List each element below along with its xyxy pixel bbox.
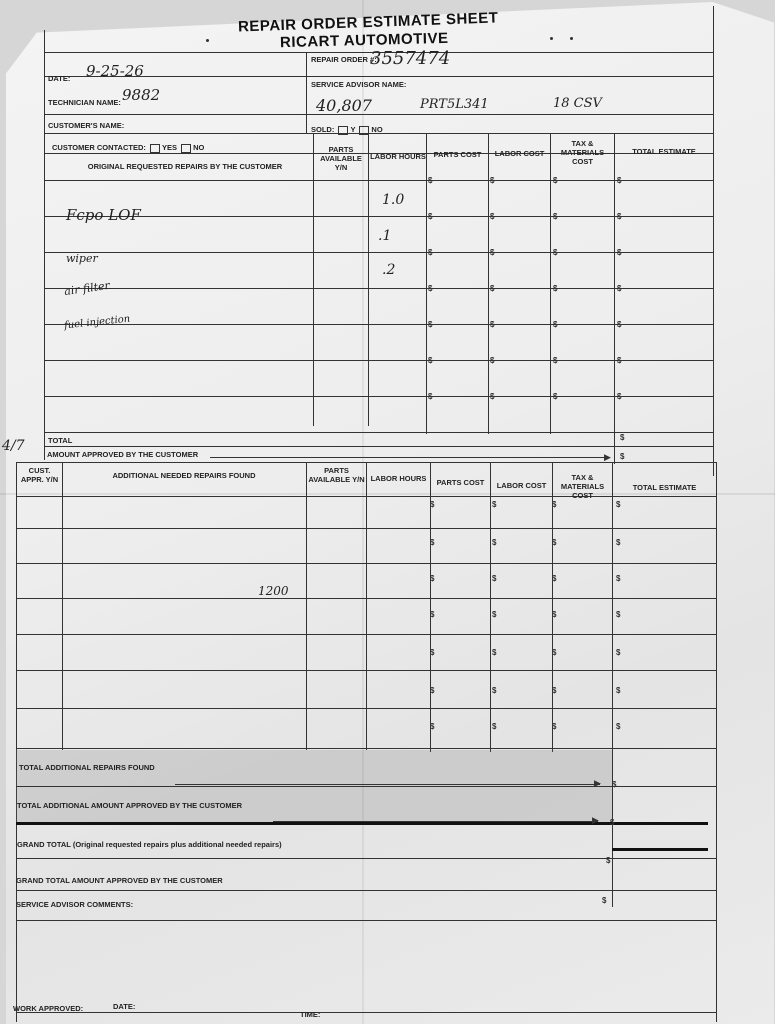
dollar-sign: $ bbox=[616, 648, 621, 657]
service-advisor-comments-label: SERVICE ADVISOR COMMENTS: bbox=[16, 900, 134, 909]
dollar-sign: $ bbox=[553, 392, 558, 401]
dollar-sign: $ bbox=[492, 610, 497, 619]
dollar-sign: $ bbox=[492, 648, 497, 657]
col-labor-hours: LABOR HOURS bbox=[370, 474, 427, 483]
margin-note: 4/7 bbox=[2, 438, 25, 454]
dollar-sign: $ bbox=[553, 356, 558, 365]
col-labor-cost: LABOR COST bbox=[494, 149, 545, 158]
labor-hours-value: 1.0 bbox=[382, 192, 405, 208]
service-advisor-value-1: 40,807 bbox=[316, 96, 372, 115]
dollar-sign: $ bbox=[490, 248, 495, 257]
dollar-sign: $ bbox=[490, 284, 495, 293]
row-line bbox=[16, 528, 716, 529]
dollar-sign: $ bbox=[617, 392, 622, 401]
arrow-icon: ▶ bbox=[604, 452, 611, 462]
date-label-bottom: DATE: bbox=[113, 1002, 136, 1011]
service-advisor-value-2: PRT5L341 bbox=[420, 97, 489, 112]
row-line bbox=[16, 748, 716, 749]
dollar-sign: $ bbox=[610, 818, 615, 827]
dollar-sign: $ bbox=[430, 500, 435, 509]
date-value: 9-25-26 bbox=[86, 62, 144, 80]
total-label: TOTAL bbox=[48, 436, 73, 445]
dollar-sign: $ bbox=[620, 452, 625, 461]
no-label: NO bbox=[193, 143, 205, 152]
sold-label bbox=[311, 125, 383, 135]
service-advisor-value-3: 18 CSV bbox=[553, 96, 602, 111]
row-line bbox=[16, 634, 716, 635]
dollar-sign: $ bbox=[553, 284, 558, 293]
col-original-repairs: ORIGINAL REQUESTED REPAIRS BY THE CUSTOMER bbox=[87, 162, 283, 171]
dollar-sign: $ bbox=[617, 176, 622, 185]
dollar-sign: $ bbox=[617, 284, 622, 293]
row-line bbox=[16, 1012, 716, 1013]
arrow-line bbox=[210, 457, 610, 458]
dollar-sign: $ bbox=[552, 648, 557, 657]
dollar-sign: $ bbox=[430, 686, 435, 695]
col-divider bbox=[62, 462, 63, 750]
form-title: REPAIR ORDER ESTIMATE SHEET bbox=[237, 9, 499, 36]
dollar-sign: $ bbox=[552, 574, 557, 583]
col-divider bbox=[313, 134, 314, 426]
sold-yes-checkbox[interactable] bbox=[338, 126, 348, 135]
thick-rule bbox=[612, 848, 708, 851]
repair-item: fuel injection bbox=[63, 313, 131, 332]
ink-speck bbox=[206, 39, 209, 42]
row-line bbox=[44, 288, 714, 289]
col-divider bbox=[426, 134, 427, 434]
grand-total-approved-label: GRAND TOTAL AMOUNT APPROVED BY THE CUSTOMER bbox=[16, 876, 223, 885]
repair-item: wiper bbox=[66, 252, 98, 265]
row-line bbox=[16, 670, 716, 671]
service-advisor-label: SERVICE ADVISOR NAME: bbox=[311, 80, 407, 89]
yes-label: YES bbox=[161, 143, 177, 152]
col-total-estimate: TOTAL ESTIMATE bbox=[632, 483, 697, 492]
contacted-no-checkbox[interactable] bbox=[181, 144, 191, 153]
dollar-sign: $ bbox=[430, 574, 435, 583]
dollar-sign: $ bbox=[492, 500, 497, 509]
lower-right-border bbox=[716, 462, 717, 1022]
grand-total-label: GRAND TOTAL (Original requested repairs plus additional needed repairs) bbox=[17, 840, 282, 849]
dollar-sign: $ bbox=[616, 538, 621, 547]
ink-speck bbox=[550, 37, 553, 40]
dollar-sign: $ bbox=[617, 212, 622, 221]
dollar-sign: $ bbox=[430, 648, 435, 657]
dollar-sign: $ bbox=[428, 212, 433, 221]
repair-item: Fcpo LOF bbox=[66, 206, 141, 224]
arrow-line bbox=[175, 784, 600, 785]
dollar-sign: $ bbox=[490, 392, 495, 401]
sold-text: SOLD: bbox=[311, 125, 335, 134]
work-approved-label: WORK APPROVED: bbox=[13, 1004, 84, 1013]
dollar-sign: $ bbox=[490, 176, 495, 185]
dollar-sign: $ bbox=[617, 356, 622, 365]
dollar-sign: $ bbox=[428, 284, 433, 293]
dollar-sign: $ bbox=[620, 433, 625, 442]
row-line bbox=[16, 598, 716, 599]
handwritten-note: 1200 bbox=[258, 584, 289, 598]
contacted-yes-checkbox[interactable] bbox=[150, 144, 160, 153]
dollar-sign: $ bbox=[492, 686, 497, 695]
fold-crease-horizontal bbox=[0, 493, 775, 495]
col-tax-materials: TAX & MATERIALS COST bbox=[560, 473, 605, 500]
repair-order-label: REPAIR ORDER #: bbox=[311, 55, 377, 64]
customer-contacted-text: CUSTOMER CONTACTED: bbox=[52, 143, 146, 152]
dollar-sign: $ bbox=[490, 356, 495, 365]
col-labor-hours: LABOR HOURS bbox=[370, 152, 426, 161]
date-label: DATE: bbox=[48, 74, 71, 83]
dollar-sign: $ bbox=[616, 686, 621, 695]
total-additional-label: TOTAL ADDITIONAL REPAIRS FOUND bbox=[19, 763, 155, 772]
row-line bbox=[16, 786, 716, 787]
col-parts-available: PARTS AVAILABLE Y/N bbox=[308, 466, 365, 484]
arrow-icon: ▶ bbox=[594, 778, 601, 788]
row-line bbox=[16, 708, 716, 709]
col-divider bbox=[550, 134, 551, 434]
col-parts-cost: PARTS COST bbox=[436, 478, 485, 487]
rule bbox=[44, 114, 714, 115]
col-tax-materials: TAX & MATERIALS COST bbox=[560, 139, 605, 166]
col-divider bbox=[488, 134, 489, 434]
row-line bbox=[44, 360, 714, 361]
col-additional-repairs: ADDITIONAL NEEDED REPAIRS FOUND bbox=[112, 471, 256, 480]
customer-name-label: CUSTOMER'S NAME: bbox=[48, 121, 125, 130]
dollar-sign: $ bbox=[553, 320, 558, 329]
dollar-sign: $ bbox=[492, 538, 497, 547]
company-name: RICART AUTOMOTIVE bbox=[279, 29, 449, 52]
dollar-sign: $ bbox=[616, 722, 621, 731]
technician-label: TECHNICIAN NAME: bbox=[48, 98, 121, 107]
customer-contacted-label bbox=[52, 143, 204, 153]
row-line bbox=[44, 396, 714, 397]
col-divider bbox=[614, 134, 615, 464]
dollar-sign: $ bbox=[617, 320, 622, 329]
col-divider bbox=[306, 462, 307, 750]
dollar-sign: $ bbox=[617, 248, 622, 257]
dollar-sign: $ bbox=[430, 538, 435, 547]
row-line bbox=[16, 858, 716, 859]
col-divider bbox=[368, 134, 369, 426]
field-divider bbox=[306, 52, 307, 134]
dollar-sign: $ bbox=[602, 896, 607, 905]
labor-hours-value: .2 bbox=[382, 262, 396, 278]
col-total-estimate: TOTAL ESTIMATE bbox=[632, 147, 696, 156]
labor-hours-value: .1 bbox=[378, 228, 392, 244]
dollar-sign: $ bbox=[428, 392, 433, 401]
dollar-sign: $ bbox=[428, 356, 433, 365]
col-cust-appr: CUST. APPR. Y/N bbox=[20, 466, 59, 484]
dollar-sign: $ bbox=[552, 538, 557, 547]
col-parts-cost: PARTS COST bbox=[433, 150, 482, 159]
dollar-sign: $ bbox=[490, 320, 495, 329]
col-labor-cost: LABOR COST bbox=[496, 481, 547, 490]
sold-yes-label: Y bbox=[350, 125, 356, 134]
dollar-sign: $ bbox=[606, 856, 611, 865]
dollar-sign: $ bbox=[430, 610, 435, 619]
thick-rule bbox=[16, 822, 708, 825]
row-line bbox=[44, 216, 714, 217]
repair-item: air filter bbox=[63, 278, 111, 299]
sold-no-label: NO bbox=[371, 125, 383, 134]
dollar-sign: $ bbox=[428, 248, 433, 257]
dollar-sign: $ bbox=[616, 500, 621, 509]
dollar-sign: $ bbox=[616, 610, 621, 619]
dollar-sign: $ bbox=[553, 248, 558, 257]
dollar-sign: $ bbox=[612, 780, 617, 789]
row-line bbox=[44, 432, 714, 433]
dollar-sign: $ bbox=[552, 686, 557, 695]
dollar-sign: $ bbox=[428, 320, 433, 329]
arrow-line bbox=[273, 821, 598, 822]
dollar-sign: $ bbox=[492, 574, 497, 583]
row-line bbox=[44, 252, 714, 253]
repair-order-value: 3557474 bbox=[370, 48, 451, 69]
total-additional-approved-label: TOTAL ADDITIONAL AMOUNT APPROVED BY THE CUSTOMER bbox=[17, 801, 243, 810]
row-line bbox=[44, 324, 714, 325]
dollar-sign: $ bbox=[428, 176, 433, 185]
dollar-sign: $ bbox=[553, 176, 558, 185]
time-label: TIME: bbox=[300, 1010, 321, 1019]
dollar-sign: $ bbox=[616, 574, 621, 583]
arrow-icon: ▶ bbox=[592, 815, 599, 825]
dollar-sign: $ bbox=[552, 610, 557, 619]
technician-value: 9882 bbox=[122, 86, 161, 104]
dollar-sign: $ bbox=[492, 722, 497, 731]
row-line bbox=[16, 920, 716, 921]
amount-approved-label: AMOUNT APPROVED BY THE CUSTOMER bbox=[47, 450, 199, 459]
dollar-sign: $ bbox=[552, 500, 557, 509]
row-line bbox=[16, 563, 716, 564]
dollar-sign: $ bbox=[553, 212, 558, 221]
row-line bbox=[44, 446, 714, 447]
dollar-sign: $ bbox=[552, 722, 557, 731]
row-line bbox=[16, 890, 716, 891]
rule bbox=[44, 76, 714, 77]
ink-speck bbox=[570, 37, 573, 40]
dollar-sign: $ bbox=[430, 722, 435, 731]
dollar-sign: $ bbox=[490, 212, 495, 221]
col-parts-available: PARTS AVAILABLE Y/N bbox=[320, 145, 362, 172]
lower-left-border bbox=[16, 462, 17, 1022]
col-divider bbox=[366, 462, 367, 750]
